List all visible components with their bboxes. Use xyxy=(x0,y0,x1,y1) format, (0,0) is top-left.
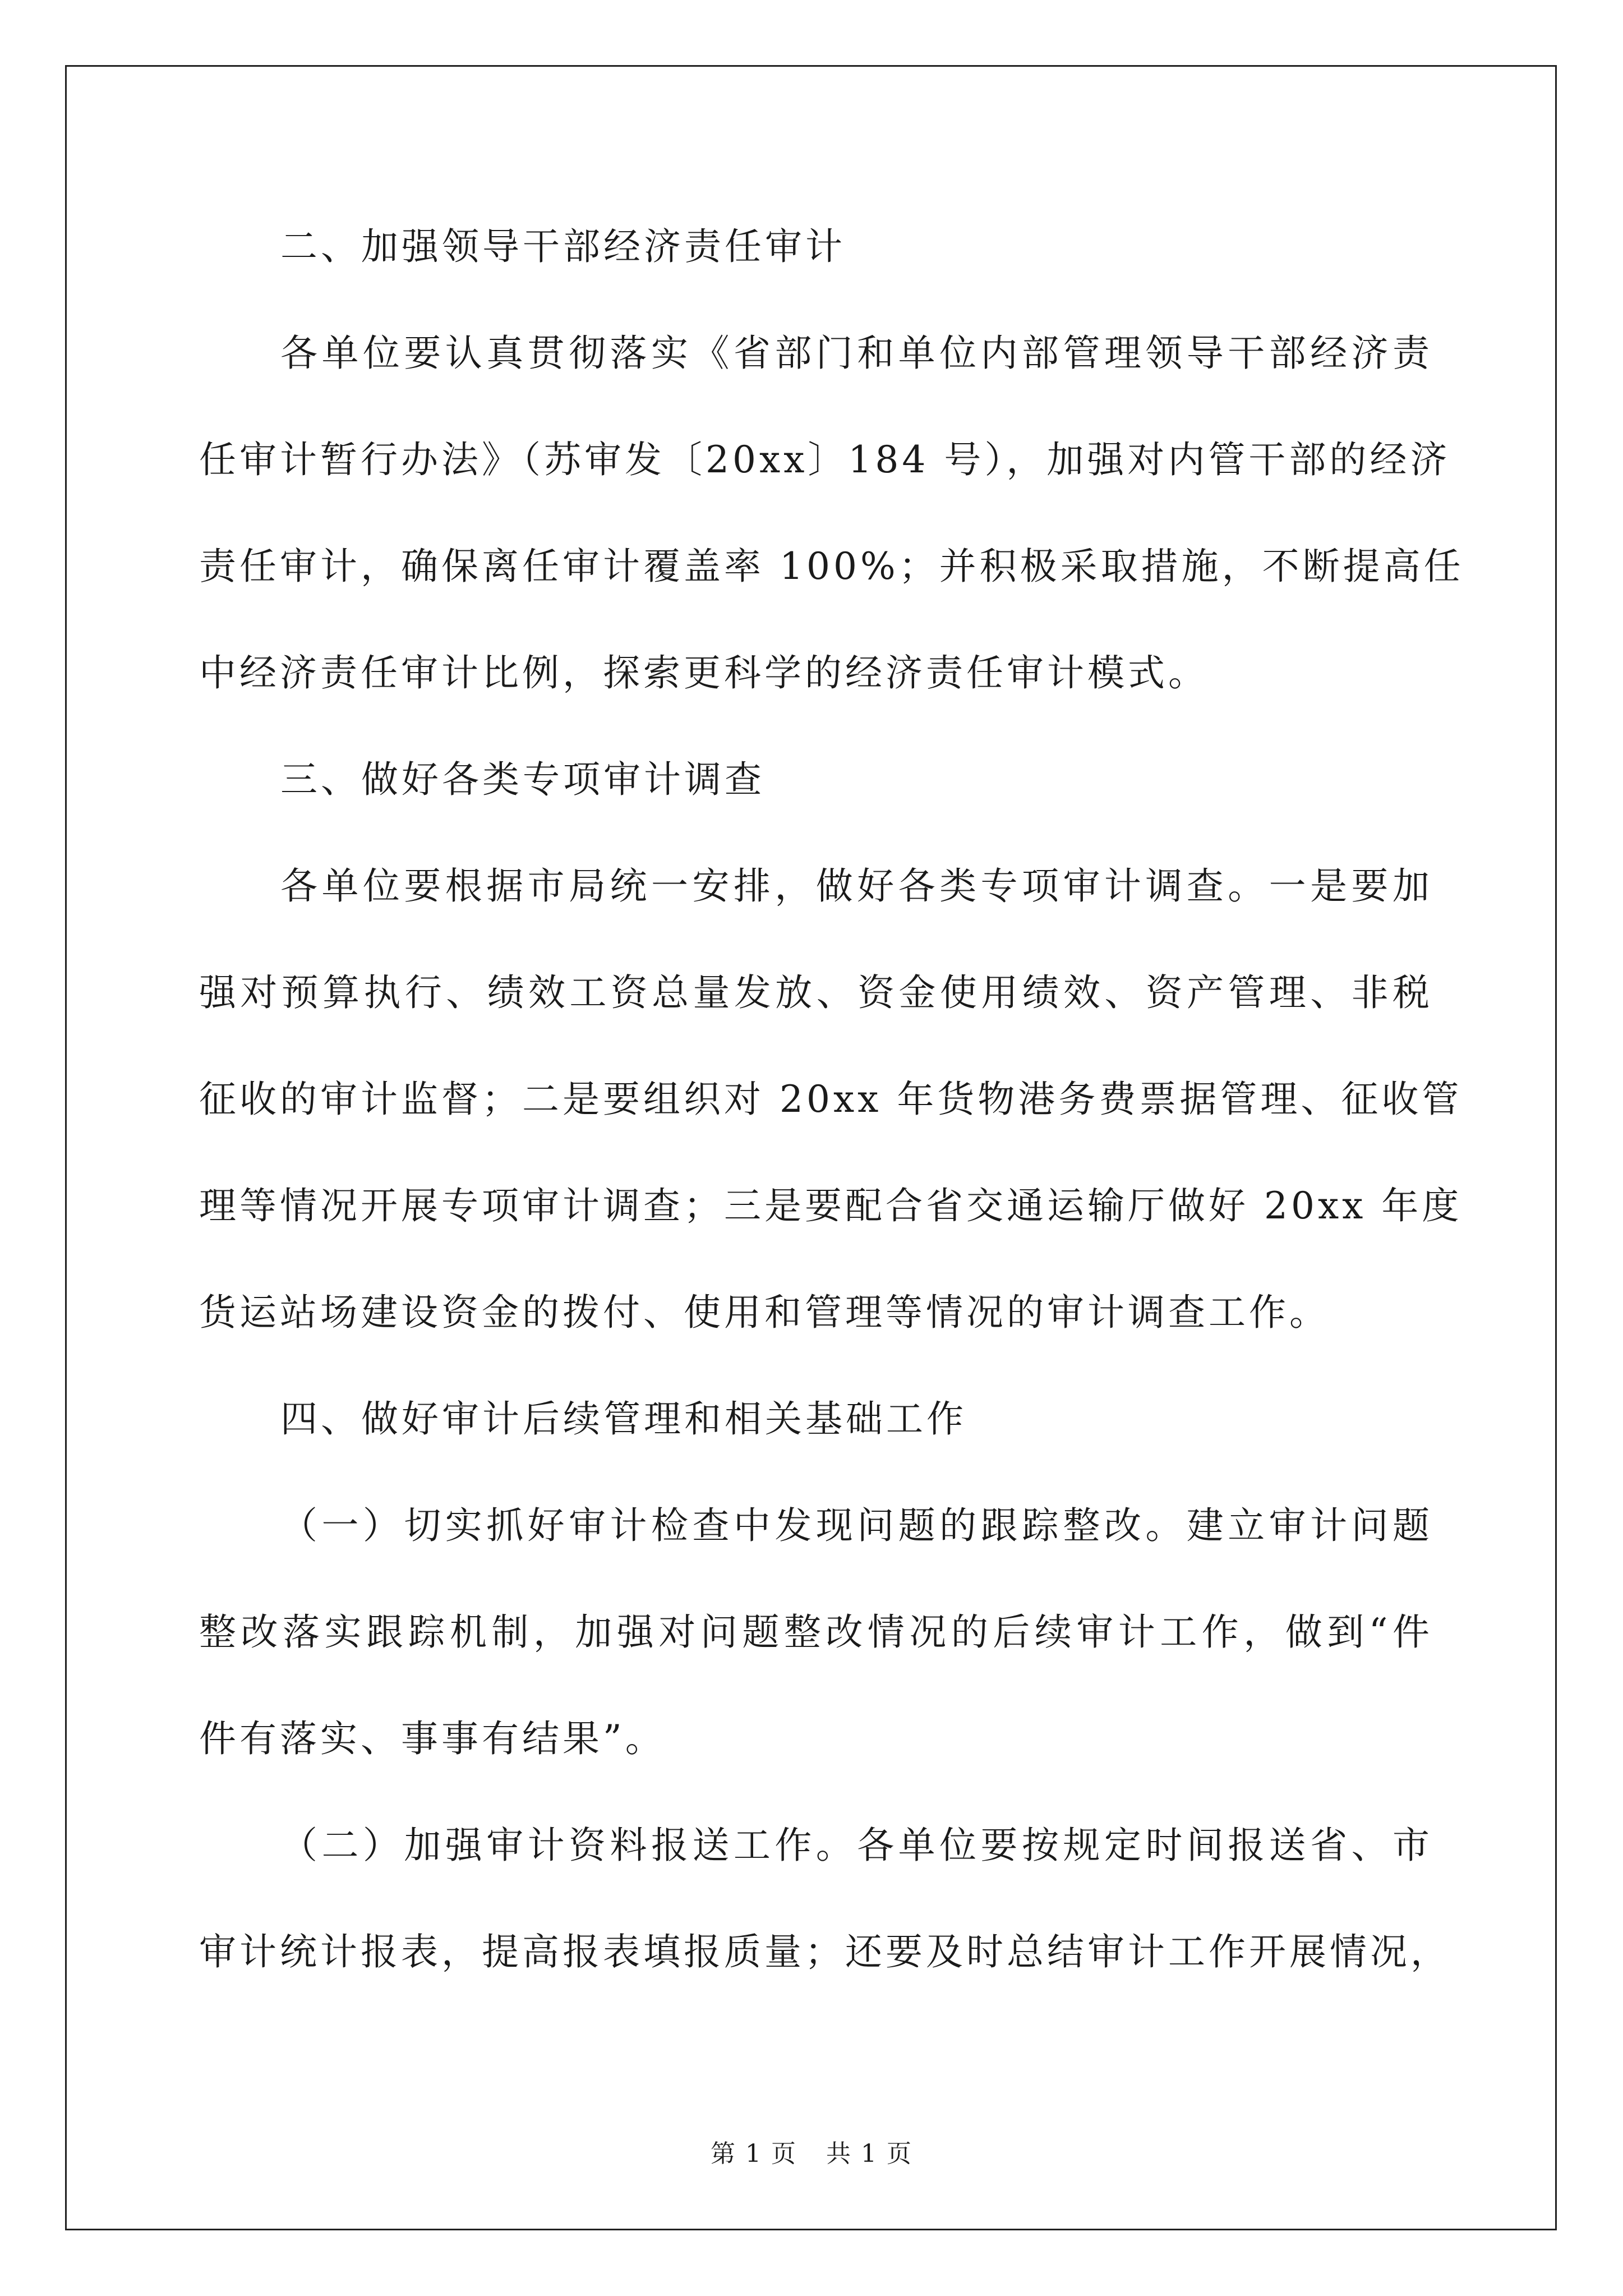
section-heading-4: 四、做好审计后续管理和相关基础工作 xyxy=(280,1397,967,1441)
paragraph-line: 任审计暂行办法》（苏审发〔20xx〕184 号），加强对内管干部的经济 xyxy=(199,438,1451,481)
paragraph-line: 强对预算执行、绩效工资总量发放、资金使用绩效、资产管理、非税 xyxy=(199,971,1433,1014)
paragraph-line: 各单位要认真贯彻落实《省部门和单位内部管理领导干部经济责 xyxy=(280,332,1433,375)
paragraph-line: 件有落实、事事有结果”。 xyxy=(199,1717,666,1760)
section-heading-3: 三、做好各类专项审计调查 xyxy=(280,758,765,801)
page-total: 共 1 页 xyxy=(826,2139,912,2168)
paragraph-line: 理等情况开展专项审计调查；三是要配合省交通运输厅做好 20xx 年度 xyxy=(199,1184,1463,1227)
paragraph-line: 各单位要根据市局统一安排，做好各类专项审计调查。一是要加 xyxy=(280,864,1433,908)
paragraph-line: （二）加强审计资料报送工作。各单位要按规定时间报送省、市 xyxy=(280,1824,1433,1867)
paragraph-line: 审计统计报表，提高报表填报质量；还要及时总结审计工作开展情况， xyxy=(199,1930,1451,1973)
paragraph-line: 征收的审计监督；二是要组织对 20xx 年货物港务费票据管理、征收管 xyxy=(199,1078,1463,1121)
paragraph-line: 整改落实跟踪机制，加强对问题整改情况的后续审计工作，做到“件 xyxy=(199,1611,1433,1654)
paragraph-line: 责任审计，确保离任审计覆盖率 100%；并积极采取措施，不断提高任 xyxy=(199,545,1464,588)
page-border xyxy=(65,65,1557,2230)
paragraph-line: 货运站场建设资金的拨付、使用和管理等情况的审计调查工作。 xyxy=(199,1291,1330,1334)
section-heading-2: 二、加强领导干部经济责任审计 xyxy=(280,225,846,268)
paragraph-line: 中经济责任审计比例，探索更科学的经济责任审计模式。 xyxy=(199,651,1209,694)
page-footer xyxy=(0,2137,1623,2171)
page-number: 第 1 页 xyxy=(711,2139,797,2168)
paragraph-line: （一）切实抓好审计检查中发现问题的跟踪整改。建立审计问题 xyxy=(280,1504,1433,1547)
